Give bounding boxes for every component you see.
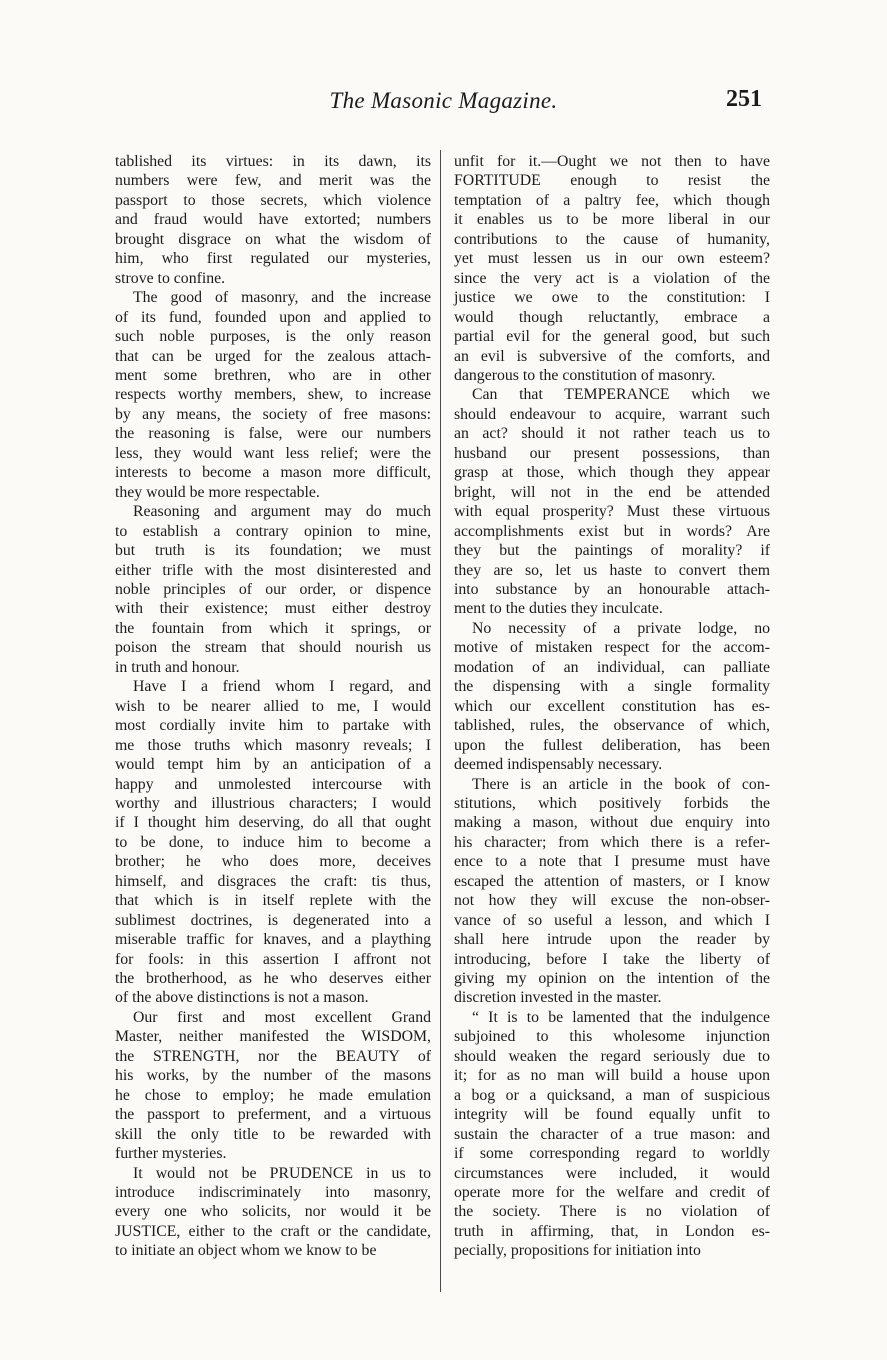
text-line: the STRENGTH, nor the BEAUTY of: [115, 1047, 431, 1065]
text-line: grasp at those, which though they appear: [454, 464, 770, 482]
text-line: modation of an individual, can palliate: [454, 658, 770, 676]
text-line: operate more for the welfare and credit of: [454, 1184, 770, 1202]
text-line: tablished, rules, the observance of which,: [454, 717, 770, 735]
text-line: introduce indiscriminately into masonry,: [115, 1184, 431, 1202]
text-line: “ It is to be lamented that the indulgence: [472, 1008, 770, 1026]
text-line: most cordially invite him to partake with: [115, 717, 431, 735]
text-line: would tempt him by an anticipation of a: [115, 756, 431, 774]
text-line: but truth is its foundation; we must: [115, 542, 431, 560]
text-line: pecially, propositions for initiation into: [454, 1242, 701, 1260]
text-line: introducing, before I take the liberty of: [454, 950, 770, 968]
text-line: ment to the duties they inculcate.: [454, 600, 663, 618]
text-line: not how they will excuse the non-obser-: [454, 892, 770, 910]
text-line: ment some brethren, who are in other: [115, 366, 431, 384]
text-line: stitutions, which positively forbids the: [454, 794, 770, 812]
text-line: FORTITUDE enough to resist the: [454, 172, 770, 190]
text-line: numbers were few, and merit was the: [115, 172, 431, 190]
text-line: should weaken the regard seriously due to: [454, 1047, 770, 1065]
text-line: worthy and illustrious characters; I would: [115, 794, 431, 812]
text-line: the reasoning is false, were our numbers: [115, 425, 431, 443]
text-line: the passport to preferment, and a virtuous: [115, 1106, 431, 1124]
text-line: Our first and most excellent Grand: [133, 1008, 431, 1026]
text-line: justice we owe to the constitution: I: [454, 289, 770, 307]
running-head-title: The Masonic Magazine.: [329, 88, 558, 113]
text-line: an act? should it not rather teach us to: [454, 425, 770, 443]
text-line: me those truths which masonry reveals; I: [115, 736, 431, 754]
text-line: vance of so useful a lesson, and which I: [454, 911, 770, 929]
text-line: with equal prosperity? Must these virtuous: [454, 503, 770, 521]
text-line: There is an article in the book of con-: [472, 775, 770, 793]
text-line: his works, by the number of the masons: [115, 1067, 431, 1085]
text-line: strove to confine.: [115, 269, 226, 287]
text-line: subjoined to this wholesome injunction: [454, 1028, 770, 1046]
text-line: respects worthy members, shew, to increase: [115, 386, 431, 404]
text-line: sustain the character of a true mason: and: [454, 1125, 770, 1143]
text-line: No necessity of a private lodge, no: [472, 619, 770, 637]
text-line: ence to a note that I presume must have: [454, 853, 770, 871]
right-text-column: [454, 152, 770, 1261]
text-line: passport to those secrets, which violence: [115, 191, 431, 209]
text-line: the dispensing with a single formality: [454, 678, 770, 696]
text-line: that which is in itself replete with the: [115, 892, 431, 910]
text-line: yet must lessen us in our own esteem?: [454, 250, 770, 268]
text-line: in truth and honour.: [115, 658, 240, 676]
text-line: poison the stream that should nourish us: [115, 639, 431, 657]
text-line: Master, neither manifested the WISDOM,: [115, 1028, 431, 1046]
text-line: escaped the attention of masters, or I know: [454, 872, 770, 890]
text-line: further mysteries.: [115, 1145, 227, 1163]
text-line: upon the fullest deliberation, has been: [454, 736, 770, 754]
text-line: noble principles of our order, or dispence: [115, 580, 431, 598]
text-line: of its fund, founded upon and applied to: [115, 308, 431, 326]
text-line: contributions to the cause of humanity,: [454, 230, 770, 248]
text-line: for fools: in this assertion I affront not: [115, 950, 431, 968]
text-line: an evil is subversive of the comforts, and: [454, 347, 770, 365]
text-line: brought disgrace on what the wisdom of: [115, 230, 431, 248]
text-line: which our excellent constitution has es-: [454, 697, 770, 715]
text-line: to establish a contrary opinion to mine,: [115, 522, 431, 540]
text-line: discretion invested in the master.: [454, 989, 662, 1007]
text-line: happy and unmolested intercourse with: [115, 775, 431, 793]
text-line: making a mason, without due enquiry into: [454, 814, 770, 832]
text-line: shall here intrude upon the reader by: [454, 931, 770, 949]
text-line: to be done, to induce him to become a: [115, 833, 431, 851]
text-line: every one who solicits, nor would it be: [115, 1203, 431, 1221]
text-line: giving my opinion on the intention of the: [454, 970, 770, 988]
text-line: wish to be nearer allied to me, I would: [115, 697, 431, 715]
text-line: to initiate an object whom we know to be: [115, 1242, 377, 1260]
text-line: bright, will not in the end be attended: [454, 483, 770, 501]
text-line: into substance by an honourable attach-: [454, 580, 770, 598]
text-line: it; for as no man will build a house upon: [454, 1067, 770, 1085]
text-line: the brotherhood, as he who deserves either: [115, 970, 431, 988]
text-line: should endeavour to acquire, warrant such: [454, 405, 770, 423]
text-line: his character; from which there is a refer-: [454, 833, 770, 851]
text-line: skill the only title to be rewarded with: [115, 1125, 431, 1143]
text-line: sublimest doctrines, is degenerated into a: [115, 911, 431, 929]
text-line: less, they would want less relief; were the: [115, 444, 431, 462]
text-line: such noble purposes, is the only reason: [115, 328, 431, 346]
text-line: would though reluctantly, embrace a: [454, 308, 770, 326]
text-line: of the above distinctions is not a mason.: [115, 989, 369, 1007]
text-line: if I thought him deserving, do all that ought: [115, 814, 431, 832]
text-line: truth in affirming, that, in London es-: [454, 1222, 770, 1240]
text-line: Can that TEMPERANCE which we: [472, 386, 770, 404]
text-line: that can be urged for the zealous attach-: [115, 347, 431, 365]
column-divider: [440, 150, 441, 1292]
text-line: he chose to employ; he made emulation: [115, 1086, 431, 1104]
text-line: motive of mistaken respect for the accom-: [454, 639, 770, 657]
text-line: It would not be PRUDENCE in us to: [133, 1164, 431, 1182]
text-line: it enables us to be more liberal in our: [454, 211, 770, 229]
text-line: either trifle with the most disinterested and: [115, 561, 431, 579]
text-line: deemed indispensably necessary.: [454, 756, 663, 774]
text-line: Reasoning and argument may do much: [133, 503, 431, 521]
page-number: 251: [726, 86, 762, 112]
text-line: interests to become a mason more difficult,: [115, 464, 431, 482]
text-line: partial evil for the general good, but such: [454, 328, 770, 346]
text-line: and fraud would have extorted; numbers: [115, 211, 431, 229]
text-line: with their existence; must either destroy: [115, 600, 431, 618]
text-line: if some corresponding regard to worldly: [454, 1145, 770, 1163]
text-line: by any means, the society of free masons:: [115, 405, 431, 423]
text-line: since the very act is a violation of the: [454, 269, 770, 287]
text-line: integrity will be found equally unfit to: [454, 1106, 770, 1124]
text-line: accomplishments exist but in words? Are: [454, 522, 770, 540]
text-line: the society. There is no violation of: [454, 1203, 770, 1221]
text-line: temptation of a paltry fee, which though: [454, 191, 770, 209]
text-line: JUSTICE, either to the craft or the candidate,: [115, 1222, 431, 1240]
text-line: himself, and disgraces the craft: tis thus,: [115, 872, 431, 890]
text-line: the fountain from which it springs, or: [115, 619, 431, 637]
text-line: Have I a friend whom I regard, and: [133, 678, 431, 696]
text-line: they would be more respectable.: [115, 483, 320, 501]
text-line: dangerous to the constitution of masonry.: [454, 366, 716, 384]
text-line: they are so, let us haste to convert them: [454, 561, 770, 579]
text-line: The good of masonry, and the increase: [133, 289, 431, 307]
text-line: husband our present possessions, than: [454, 444, 770, 462]
text-line: unfit for it.—Ought we not then to have: [454, 153, 770, 170]
text-line: brother; he who does more, deceives: [115, 853, 431, 871]
text-line: they but the paintings of morality? if: [454, 542, 770, 560]
left-text-column: [115, 152, 431, 1261]
text-line: circumstances were included, it would: [454, 1164, 770, 1182]
text-line: a bog or a quicksand, a man of suspicious: [454, 1086, 770, 1104]
text-line: miserable traffic for knaves, and a plaything: [115, 931, 431, 949]
text-line: tablished its virtues: in its dawn, its: [115, 153, 431, 170]
text-line: him, who first regulated our mysteries,: [115, 250, 431, 268]
